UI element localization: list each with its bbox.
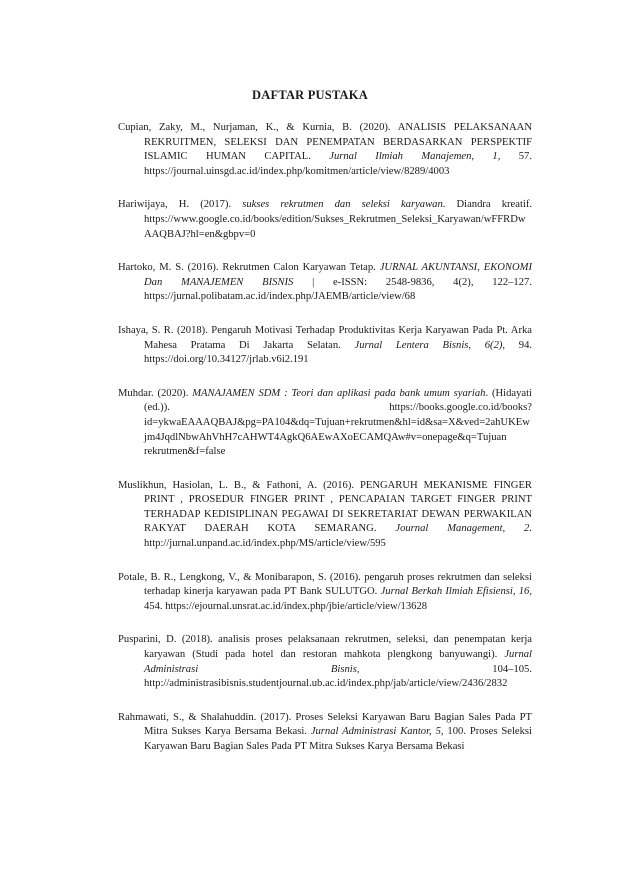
reference-details: 104–105. <box>492 663 532 675</box>
reference-url[interactable]: https://ejournal.unsrat.ac.id/index.php/jbie/article/view/13628 <box>165 600 428 612</box>
reference-text: Muhdar. (2020). <box>118 387 189 399</box>
reference-entry <box>118 571 532 615</box>
reference-entry <box>118 261 532 305</box>
reference-url[interactable]: https://www.google.co.id/books/edition/Sukses_Rekrutmen_Seleksi_Karyawan/wFFRDwAAQBAJ?hl=en&gbpv=0 <box>144 213 526 240</box>
reference-publication: MANAJAMEN SDM : Teori dan aplikasi pada bank umum syariah <box>192 387 486 399</box>
reference-details: 94. <box>518 339 533 351</box>
reference-details: 57. <box>518 151 532 163</box>
reference-publication: JURNAL AKUNTANSI, EKONOMI Dan MANAJEMEN BISNIS <box>144 262 532 288</box>
reference-details: | e-ISSN: 2548-9836, 4(2), 122–127. <box>312 276 532 288</box>
reference-url[interactable]: https://books.google.co.id/books?id=ykwaEAAAQBAJ&pg=PA104&dq=Tujuan+rekrutmen&hl=id&sa=X&ved=2ahUKEwjm4JqdlNbwAhVhH7cAHWT4AgkQ6AEwAXoECAMQAw#v=onepage&q=Tujuan rekrutmen&f=false <box>144 402 532 458</box>
reference-publication: Jurnal Administrasi Kantor, 5, <box>310 726 444 738</box>
reference-entry <box>118 633 532 691</box>
reference-publication: Journal Management, 2. <box>395 523 532 535</box>
reference-text: Rahmawati, S., & Shalahuddin. (2017). Proses Seleksi Karyawan Baru Bagian Sales Pada PT Mitra Sukses Karya Bersama Bekasi. <box>118 711 532 738</box>
reference-entry <box>118 324 532 368</box>
reference-text: Hariwijaya, H. (2017). <box>118 199 232 211</box>
reference-details: 100. Proses Seleksi Karyawan Baru Bagian Sales Pada PT Mitra Sukses Karya Bersama Bekasi <box>144 726 532 752</box>
reference-publication: Jurnal Administrasi Bisnis, <box>144 649 532 675</box>
reference-details: 454. <box>144 600 163 612</box>
reference-publication: Jurnal Lentera Bisnis, 6(2), <box>354 339 506 351</box>
reference-url[interactable]: http://administrasibisnis.studentjournal.ub.ac.id/index.php/jab/article/view/2436/2832 <box>144 678 508 690</box>
reference-text: Hartoko, M. S. (2016). Rekrutmen Calon Karyawan Tetap. <box>118 262 376 274</box>
reference-entry <box>118 198 532 242</box>
reference-entry <box>118 479 532 552</box>
reference-entry <box>118 711 532 755</box>
reference-text: Potale, B. R., Lengkong, V., & Monibarapon, S. (2016). pengaruh proses rekrutmen dan seleksi terhadap kinerja karyawan pada PT Bank SULUTGO. <box>118 571 532 598</box>
reference-url[interactable]: https://doi.org/10.34127/jrlab.v6i2.191 <box>144 354 309 366</box>
reference-list <box>118 121 532 755</box>
reference-text: Pusparini, D. (2018). analisis proses pelaksanaan rekrutmen, seleksi, dan penempatan kerja karyawan (Studi pada hotel dan restoran mahkota plengkong banyuwangi). <box>118 634 532 661</box>
reference-text: Cupian, Zaky, M., Nurjaman, K., & Kurnia, B. (2020). ANALISIS PELAKSANAAN REKRUITMEN, SELEKSI DAN PENEMPATAN BERDASARKAN PERSPEKTIF ISLAMIC HUMAN CAPITAL. <box>118 122 532 163</box>
reference-publication: Jurnal Ilmiah Manajemen, 1, <box>329 151 501 163</box>
reference-details: . (Hidayati (ed.)). <box>144 387 532 414</box>
page-title: DAFTAR PUSTAKA <box>252 88 368 102</box>
reference-text: Ishaya, S. R. (2018). Pengaruh Motivasi Terhadap Produktivitas Kerja Karyawan Pada Pt. Arka Mahesa Pratama Di Jakarta Selatan. <box>118 324 532 351</box>
reference-url[interactable]: https://journal.uinsgd.ac.id/index.php/komitmen/article/view/8289/4003 <box>144 165 450 177</box>
reference-url[interactable]: https://jurnal.polibatam.ac.id/index.php/JAEMB/article/view/68 <box>144 291 416 303</box>
reference-details: . Diandra kreatif. <box>442 199 533 211</box>
reference-publication: Jurnal Berkah Ilmiah Efisiensi, 16, <box>380 586 532 598</box>
reference-entry <box>118 121 532 179</box>
reference-publication: sukses rekrutmen dan seleksi karyawan <box>242 199 443 211</box>
reference-text: Muslikhun, Hasiolan, L. B., & Fathoni, A. (2016). PENGARUH MEKANISME FINGER PRINT , PROSEDUR FINGER PRINT , PENCAPAIAN TARGET FINGER PRINT TERHADAP KEDISIPLINAN PEGAWAI DI SEKRETARIAT DEWAN PERWAKILAN RAKYAT DAERAH KOTA SEMARANG. <box>118 479 532 535</box>
reference-url[interactable]: http://jurnal.unpand.ac.id/index.php/MS/article/view/595 <box>144 538 386 550</box>
reference-entry <box>118 387 532 460</box>
